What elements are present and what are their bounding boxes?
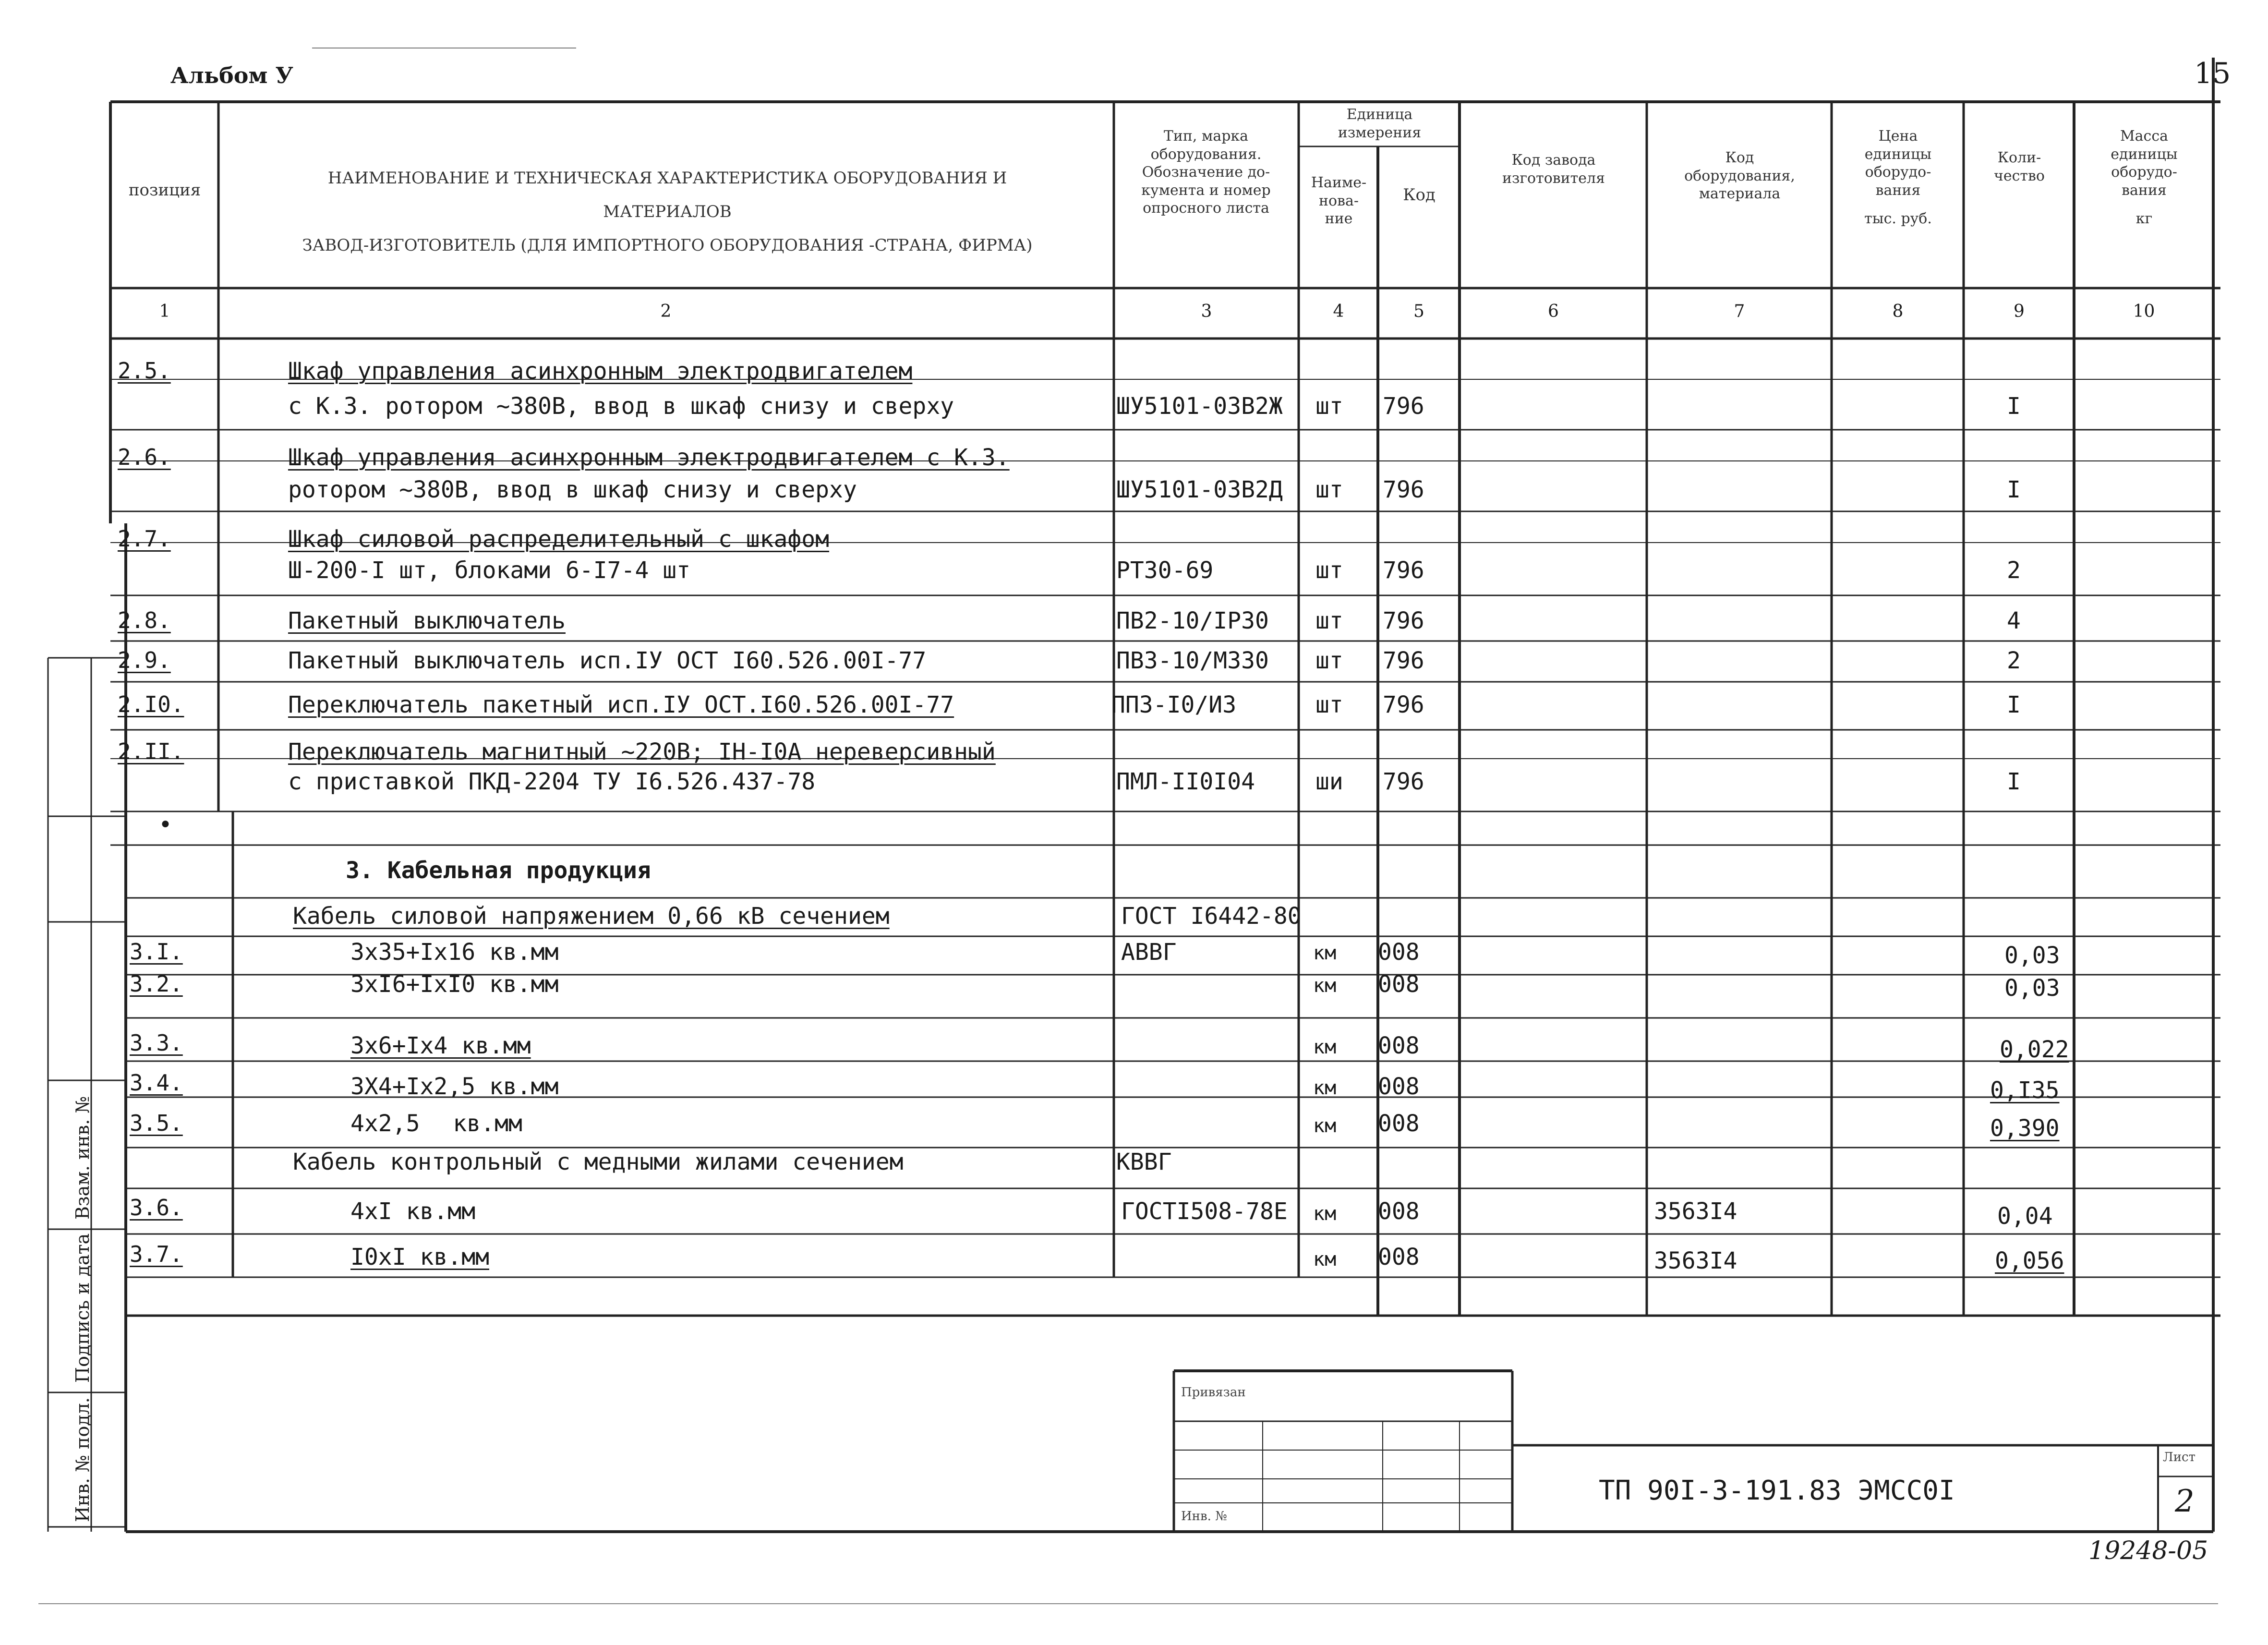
side-label-inv: Инв. № подл. bbox=[72, 1397, 93, 1522]
cable-control-type: КВВГ bbox=[1116, 1149, 1172, 1175]
row-2-5-position: 2.5. bbox=[118, 358, 171, 384]
header-name-line1: НАИМЕНОВАНИЕ И ТЕХНИЧЕСКАЯ ХАРАКТЕРИСТИКА ОБОРУДОВАНИЯ И bbox=[327, 169, 1007, 188]
row-2-8-name: Пакетный выключатель bbox=[288, 607, 566, 634]
cable-power-title: Кабель силовой напряжением 0,66 кВ сечением bbox=[293, 903, 890, 930]
row-2-6-type: ШУ5101-03В2Д bbox=[1116, 476, 1283, 503]
row-2-8-qty: 4 bbox=[2007, 607, 2021, 634]
colnum-1: 1 bbox=[159, 302, 170, 321]
row-3-4-code: 008 bbox=[1378, 1073, 1420, 1100]
header-equipment-code bbox=[1648, 149, 1832, 203]
row-3-7-position: 3.7. bbox=[130, 1241, 183, 1267]
sheet-number: 2 bbox=[2175, 1484, 2195, 1519]
row-3-3-code: 008 bbox=[1378, 1032, 1420, 1059]
row-2-10-type: ПП3-I0/И3 bbox=[1111, 691, 1237, 718]
album-label: Альбом У bbox=[170, 62, 293, 88]
row-3-1-type: АВВГ bbox=[1121, 939, 1177, 966]
row-3-7-unit: км bbox=[1313, 1248, 1337, 1270]
header-equipment-code-l3: материала bbox=[1699, 185, 1781, 202]
row-3-6-position: 3.6. bbox=[130, 1195, 183, 1221]
row-2-5-name-line1: Шкаф управления асинхронным электродвигателем bbox=[288, 358, 913, 385]
colnum-2: 2 bbox=[660, 302, 672, 321]
header-type-l2: оборудования. bbox=[1150, 145, 1262, 163]
side-label-replaced: Взам. инв. № bbox=[72, 1096, 93, 1220]
header-unit-code: Код bbox=[1403, 185, 1436, 205]
row-2-10-code: 796 bbox=[1383, 691, 1424, 718]
row-2-6-unit: шт bbox=[1315, 476, 1343, 503]
row-2-8-code: 796 bbox=[1383, 607, 1424, 634]
header-name-line3: ЗАВОД-ИЗГОТОВИТЕЛЬ (ДЛЯ ИМПОРТНОГО ОБОРУДОВАНИЯ -СТРАНА, ФИРМА) bbox=[302, 236, 1033, 255]
header-unit-l2: измерения bbox=[1338, 124, 1422, 141]
row-3-1-qty: 0,03 bbox=[2004, 942, 2060, 969]
header-type-l5: опросного листа bbox=[1143, 200, 1269, 217]
row-3-6-code: 008 bbox=[1378, 1198, 1420, 1225]
row-3-7-code: 008 bbox=[1378, 1244, 1420, 1270]
header-unit-name-l1: Наиме- bbox=[1311, 174, 1367, 191]
row-3-7-qty: 0,056 bbox=[1995, 1247, 2064, 1274]
row-2-9-unit: шт bbox=[1315, 647, 1343, 674]
row-2-9-type: ПВ3-10/М330 bbox=[1116, 647, 1269, 674]
row-2-7-name-line2: Ш-200-I шт, блоками 6-I7-4 шт bbox=[288, 557, 691, 584]
row-3-4-name: 3Х4+Iх2,5 кв.мм bbox=[350, 1073, 559, 1100]
archive-number: 19248-05 bbox=[2088, 1536, 2208, 1565]
header-type-l3: Обозначение до- bbox=[1142, 164, 1270, 181]
header-type bbox=[1115, 127, 1297, 218]
header-unit-name bbox=[1300, 174, 1378, 228]
row-2-7-name-line1: Шкаф силовой распределительный с шкафом bbox=[288, 526, 830, 553]
side-label-signature: Подпись и дата bbox=[72, 1233, 93, 1383]
header-name-line2: МАТЕРИАЛОВ bbox=[603, 202, 732, 221]
header-qty-l1: Коли- bbox=[1997, 149, 2041, 166]
header-price-l2: единицы bbox=[1864, 145, 1932, 163]
row-2-7-unit: шт bbox=[1315, 557, 1343, 584]
header-qty bbox=[1965, 149, 2074, 185]
header-equipment-code-l1: Код bbox=[1725, 149, 1754, 166]
row-3-2-position: 3.2. bbox=[130, 971, 183, 997]
header-price-l1: Цена bbox=[1878, 128, 1918, 145]
header-mass bbox=[2075, 127, 2213, 228]
sheet-label: Лист bbox=[2163, 1450, 2196, 1464]
header-equipment-code-l2: оборудования, bbox=[1684, 167, 1795, 184]
header-mass-l4: вания bbox=[2122, 181, 2167, 199]
row-2-7-code: 796 bbox=[1383, 557, 1424, 584]
row-2-10-position: 2.I0. bbox=[118, 691, 184, 717]
row-2-11-name-line2: с приставкой ПКД-2204 ТУ I6.526.437-78 bbox=[288, 768, 816, 795]
row-3-6-unit: км bbox=[1313, 1203, 1337, 1225]
row-2-8-position: 2.8. bbox=[118, 607, 171, 633]
cable-control-title: Кабель контрольный с медными жилами сечением bbox=[293, 1149, 904, 1175]
header-qty-l2: чество bbox=[1994, 167, 2045, 184]
row-2-10-unit: шт bbox=[1315, 691, 1343, 718]
header-type-l1: Тип, марка bbox=[1163, 128, 1249, 145]
row-3-1-unit: км bbox=[1313, 942, 1337, 964]
colnum-3: 3 bbox=[1201, 302, 1212, 321]
row-2-5-code: 796 bbox=[1383, 393, 1424, 420]
header-factory-code-l2: изготовителя bbox=[1502, 169, 1605, 187]
header-unit bbox=[1300, 106, 1460, 142]
page-corner-number: 15 bbox=[2194, 57, 2231, 90]
header-position: позиция bbox=[128, 181, 201, 200]
row-3-2-code: 008 bbox=[1378, 971, 1420, 998]
row-3-6-qty: 0,04 bbox=[1997, 1203, 2053, 1230]
row-2-6-qty: I bbox=[2007, 476, 2021, 503]
row-2-10-name: Переключатель пакетный исп.IУ ОСТ.I60.526.00I-77 bbox=[288, 691, 954, 718]
row-3-1-code: 008 bbox=[1378, 939, 1420, 966]
row-3-3-position: 3.3. bbox=[130, 1030, 183, 1056]
row-3-7-equipment-code: 3563I4 bbox=[1654, 1247, 1737, 1274]
row-3-6-name: 4хI кв.мм bbox=[350, 1198, 476, 1225]
row-2-11-code: 796 bbox=[1383, 768, 1424, 795]
row-3-5-name: 4х2,5 кв.мм bbox=[350, 1110, 522, 1137]
header-unit-name-l3: ние bbox=[1325, 210, 1353, 227]
header-mass-l2: единицы bbox=[2111, 145, 2178, 163]
row-3-4-unit: км bbox=[1313, 1077, 1337, 1099]
row-3-2-unit: км bbox=[1313, 975, 1337, 997]
header-unit-name-l2: нова- bbox=[1319, 192, 1359, 209]
colnum-9: 9 bbox=[2014, 302, 2025, 321]
row-3-5-position: 3.5. bbox=[130, 1110, 183, 1136]
header-factory-code bbox=[1460, 151, 1647, 187]
row-3-6-equipment-code: 3563I4 bbox=[1654, 1198, 1737, 1225]
cable-power-standard: ГОСТ I6442-80 bbox=[1121, 903, 1302, 930]
colnum-10: 10 bbox=[2133, 302, 2155, 321]
stamp-inv-label: Инв. № bbox=[1181, 1509, 1227, 1524]
row-2-10-qty: I bbox=[2007, 691, 2021, 718]
row-2-5-name-line2: с К.З. ротором ~380В, ввод в шкаф снизу и сверху bbox=[288, 393, 954, 420]
row-3-2-qty: 0,03 bbox=[2004, 975, 2060, 1002]
row-2-11-type: ПМЛ-II0I04 bbox=[1116, 768, 1255, 795]
stamp-approved-label: Привязан bbox=[1181, 1385, 1246, 1400]
row-2-11-unit: ши bbox=[1315, 768, 1343, 795]
colnum-5: 5 bbox=[1413, 302, 1424, 321]
header-mass-l1: Масса bbox=[2120, 128, 2169, 145]
row-3-5-unit: км bbox=[1313, 1115, 1337, 1137]
header-price-l3: оборудо- bbox=[1865, 164, 1931, 181]
document-number: ТП 90I-3-191.83 ЭМСС0I bbox=[1599, 1475, 1955, 1506]
row-3-1-name: 3х35+Iх16 кв.мм bbox=[350, 939, 559, 966]
row-2-5-qty: I bbox=[2007, 393, 2021, 420]
header-mass-l5: кг bbox=[2135, 210, 2153, 227]
header-factory-code-l1: Код завода bbox=[1511, 152, 1596, 169]
header-type-l4: кумента и номер bbox=[1141, 181, 1271, 199]
row-2-6-code: 796 bbox=[1383, 476, 1424, 503]
row-3-4-qty: 0,I35 bbox=[1990, 1077, 2060, 1104]
row-3-3-name: 3х6+Iх4 кв.мм bbox=[350, 1032, 531, 1059]
row-2-7-position: 2.7. bbox=[118, 526, 171, 552]
row-2-7-qty: 2 bbox=[2007, 557, 2021, 584]
colnum-4: 4 bbox=[1333, 302, 1344, 321]
header-mass-l3: оборудо- bbox=[2111, 164, 2177, 181]
row-3-3-qty: 0,022 bbox=[2000, 1036, 2069, 1063]
row-2-5-type: ШУ5101-03В2Ж bbox=[1116, 393, 1283, 420]
header-unit-l1: Единица bbox=[1346, 106, 1413, 123]
colnum-7: 7 bbox=[1734, 302, 1745, 321]
row-3-5-code: 008 bbox=[1378, 1110, 1420, 1137]
colnum-6: 6 bbox=[1548, 302, 1559, 321]
row-3-5-qty: 0,390 bbox=[1990, 1115, 2060, 1142]
row-2-11-name-line1: Переключатель магнитный ~220В; IН-I0А нереверсивный bbox=[288, 738, 996, 765]
row-2-9-name: Пакетный выключатель исп.IУ ОСТ I60.526.00I-77 bbox=[288, 647, 927, 674]
row-2-9-code: 796 bbox=[1383, 647, 1424, 674]
row-3-2-name: 3хI6+IхI0 кв.мм bbox=[350, 971, 559, 998]
colnum-8: 8 bbox=[1892, 302, 1904, 321]
row-3-6-type: ГОСТI508-78Е bbox=[1121, 1198, 1288, 1225]
row-2-11-position: 2.II. bbox=[118, 738, 184, 764]
row-2-11-qty: I bbox=[2007, 768, 2021, 795]
row-2-6-name-line2: ротором ~380В, ввод в шкаф снизу и сверху bbox=[288, 476, 857, 503]
header-price-l4: вания bbox=[1875, 181, 1921, 199]
row-2-9-qty: 2 bbox=[2007, 647, 2021, 674]
row-2-6-position: 2.6. bbox=[118, 444, 171, 470]
row-3-1-position: 3.I. bbox=[130, 939, 183, 965]
row-3-4-position: 3.4. bbox=[130, 1070, 183, 1096]
stray-dot: • bbox=[158, 811, 172, 838]
header-price-l5: тыс. руб. bbox=[1864, 210, 1932, 227]
row-3-7-name: I0хI кв.мм bbox=[350, 1244, 489, 1270]
row-2-8-unit: шт bbox=[1315, 607, 1343, 634]
header-price bbox=[1833, 127, 1964, 228]
row-2-5-unit: шт bbox=[1315, 393, 1343, 420]
row-2-6-name-line1: Шкаф управления асинхронным электродвигателем с К.З. bbox=[288, 444, 1010, 471]
section-3-title: 3. Кабельная продукция bbox=[346, 857, 651, 884]
row-2-7-type: РТ30-69 bbox=[1116, 557, 1214, 584]
row-2-9-position: 2.9. bbox=[118, 647, 171, 673]
row-2-8-type: ПВ2-10/IР30 bbox=[1116, 607, 1269, 634]
row-3-3-unit: км bbox=[1313, 1036, 1337, 1058]
